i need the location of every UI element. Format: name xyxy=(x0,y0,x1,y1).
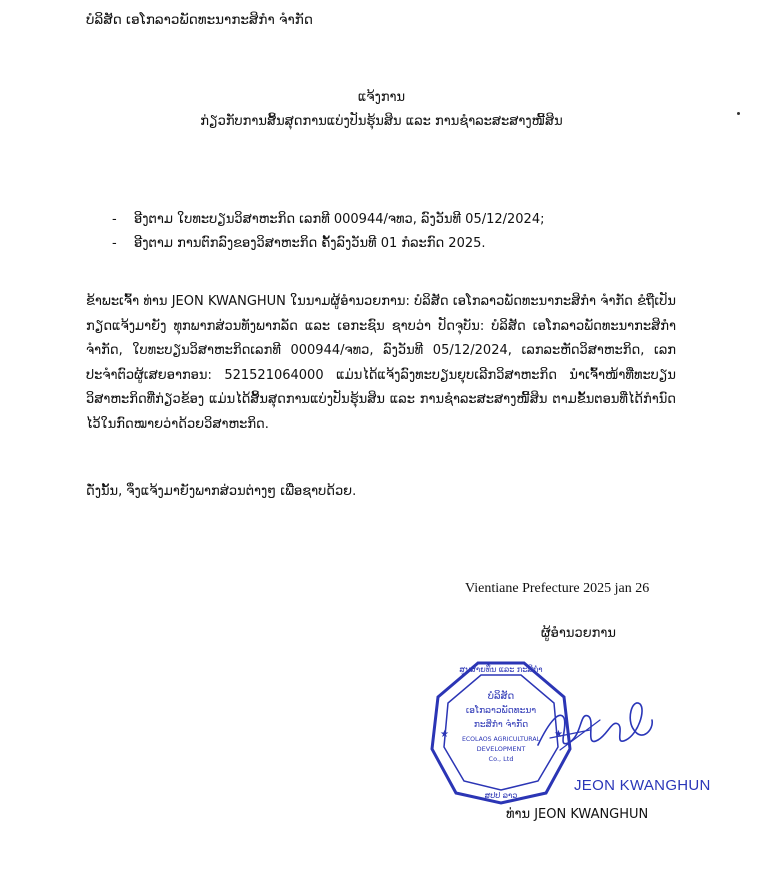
svg-text:★: ★ xyxy=(440,729,449,740)
stamp-line: ECOLAOS AGRICULTURAL xyxy=(461,736,541,743)
reference-list xyxy=(112,208,544,256)
svg-text:★: ★ xyxy=(554,729,563,740)
stamp-line: Co., Ltd xyxy=(488,755,514,763)
signatory-role: ຜູ້ອຳນວຍການ xyxy=(541,626,616,641)
place-date: Vientiane Prefecture 2025 jan 26 xyxy=(465,581,650,596)
stamp-line: ບໍລິສັດ xyxy=(487,691,515,702)
signer-name: ທ່ານ JEON KWANGHUN xyxy=(506,807,649,822)
svg-text:ສູນສາຍທຶນ ແລະ ກະສິກຳ: ສູນສາຍທຶນ ແລະ ກະສິກຳ xyxy=(459,665,543,674)
company-header: ບໍລິສັດ ເອໂກລາວພັດທະນາກະສິກຳ ຈຳກັດ xyxy=(86,12,313,28)
stamp-line: ເອໂກລາວພັດທະນາ xyxy=(465,706,537,716)
closing-line: ດັ່ງນັ້ນ, ຈຶ່ງແຈ້ງມາຍັງພາກສ່ວນຕ່າງໆ ເພື່ອຊາບດ້ວຍ. xyxy=(86,484,357,499)
reference-item: - ອີງຕາມ ໃບທະບຽນວິສາຫະກິດ ເລກທີ 000944/ຈທວ, ລົງວັນທີ 05/12/2024; xyxy=(112,208,544,232)
body-paragraph: ຂ້າພະເຈົ້າ ທ່ານ JEON KWANGHUN ໃນນາມຜູ້ອຳນວຍການ: ບໍລິສັດ ເອໂກລາວພັດທະນາກະສິກຳ ຈຳກັດ ຂໍຖືເປັນກຽດແຈ້ງມາຍັງ ທຸກພາກສ່ວນທັງພາກລັດ ແລະ ເອກະຊົນ ຊາບວ່າ ປັດຈຸບັນ: ບໍລິສັດ ເອໂກລາວພັດທະນາກະສິກຳ ຈຳກັດ, ໃບທະບຽນວິສາຫະກິດເລກທີ 000944/ຈທວ, ລົງວັນທີ 05/12/2024, ເລກລະຫັດວິສາຫະກິດ, ເລກປະຈຳຕົວຜູ້ເສຍອາກອນ: 521521064000 ແມ່ນໄດ້ແຈ້ງລົງທະບຽນຍຸບເລີກວິສາຫະກິດ ນຳເຈົ້າໜ້າທີ່ທະບຽນວິສາຫະກິດທີ່ກ່ຽວຂ້ອງ ແມ່ນໄດ້ສິ້ນສຸດການແບ່ງປັນຮຸ້ນສິນ ແລະ ການຊໍາລະສະສາງໜີ້ສິນ ຕາມຂັ້ນຕອນທີ່ໄດ້ກຳນົດໄວ້ໃນກົດໝາຍວ່າດ້ວຍວິສາຫະກິດ. xyxy=(86,294,676,432)
svg-text:ສປປ ລາວ: ສປປ ລາວ xyxy=(484,791,518,800)
stamp-line: DEVELOPMENT xyxy=(476,745,526,753)
document-title: ແຈ້ງການ xyxy=(357,90,406,105)
handwritten-signature xyxy=(530,690,660,770)
stamp-line: ກະສິກຳ ຈຳກັດ xyxy=(473,720,529,730)
signature-name: JEON KWANGHUN xyxy=(574,777,711,794)
reference-item: - ອີງຕາມ ການຕົກລົງຂອງວິສາຫະກິດ ຄັ້ງລົງວັນທີ 01 ກໍລະກົດ 2025. xyxy=(112,232,544,256)
document-subtitle: ກ່ຽວກັບການສິ້ນສຸດການແບ່ງປັນຮຸ້ນສິນ ແລະ ການຊໍາລະສະສາງໜີ້ສິນ xyxy=(200,114,563,129)
